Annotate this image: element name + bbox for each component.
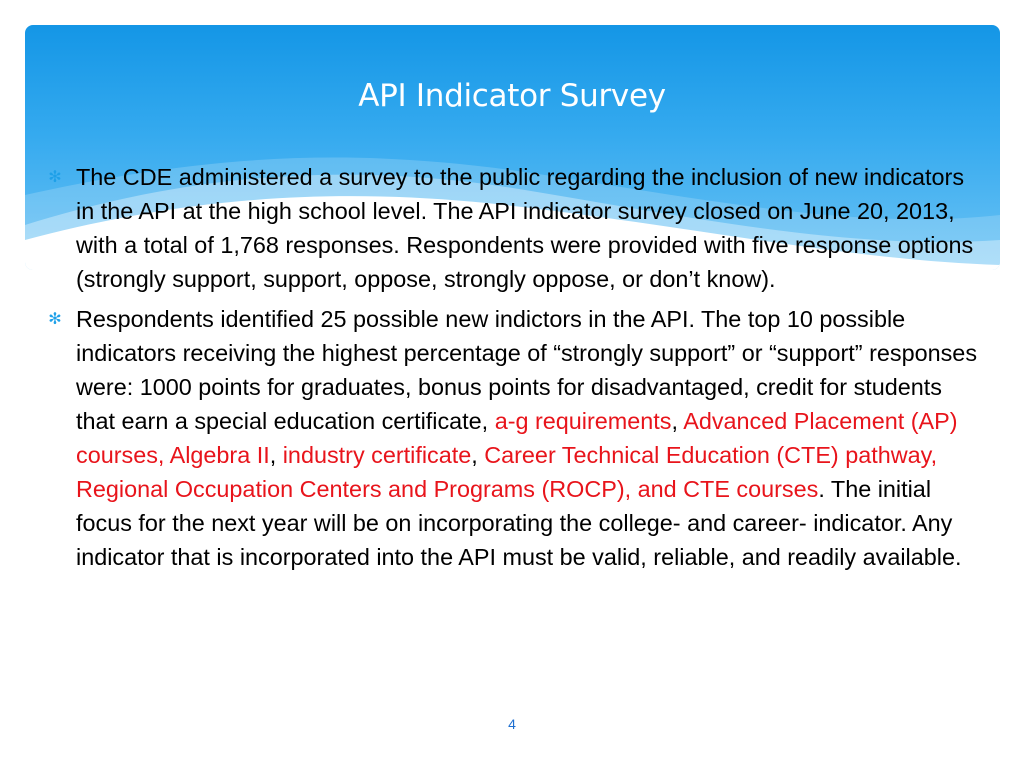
separator: , — [269, 442, 283, 468]
separator: , — [671, 408, 684, 434]
bullet-item — [44, 302, 984, 574]
bullet-text-part: . The initial focus for the next year will be on incorporating the college- and career- indicator. Any indicator that is incorporated into the API must be valid, reliable, and readily available. — [76, 476, 962, 570]
highlight-ag-requirements: a-g requirements — [494, 408, 672, 434]
bullet-text-part: Respondents identified 25 possible new indictors in the API. The top 10 possible indicators receiving the highest percentage of “strongly support” or “support” responses were: 1000 points for graduates, bonus points for disadvantaged, credit for students that earn a special education certificate, — [76, 306, 978, 434]
asterisk-bullet-icon: ✻ — [48, 309, 62, 328]
page-number: 4 — [508, 716, 516, 732]
bullet-text: The CDE administered a survey to the public regarding the inclusion of new indicators in the API at the high school level. The API indicator survey closed on June 20, 2013, with a total of 1,768 responses. Respondents were provided with five response options (strongly support, support, oppose, strongly oppose, or don’t know). — [76, 164, 974, 292]
slide-title: API Indicator Survey — [358, 78, 666, 114]
highlight-industry-certificate: industry certificate — [282, 442, 472, 468]
separator: , — [471, 442, 485, 468]
asterisk-bullet-icon: ✻ — [48, 167, 62, 186]
bullet-item — [44, 160, 984, 296]
bullet-list — [44, 160, 984, 580]
highlight-ap-algebra: Advanced Placement (AP) courses, Algebra II — [76, 408, 958, 468]
highlight-cte-pathway: Career Technical Education (CTE) pathway, Regional Occupation Centers and Programs (ROCP), and CTE courses — [76, 442, 938, 502]
